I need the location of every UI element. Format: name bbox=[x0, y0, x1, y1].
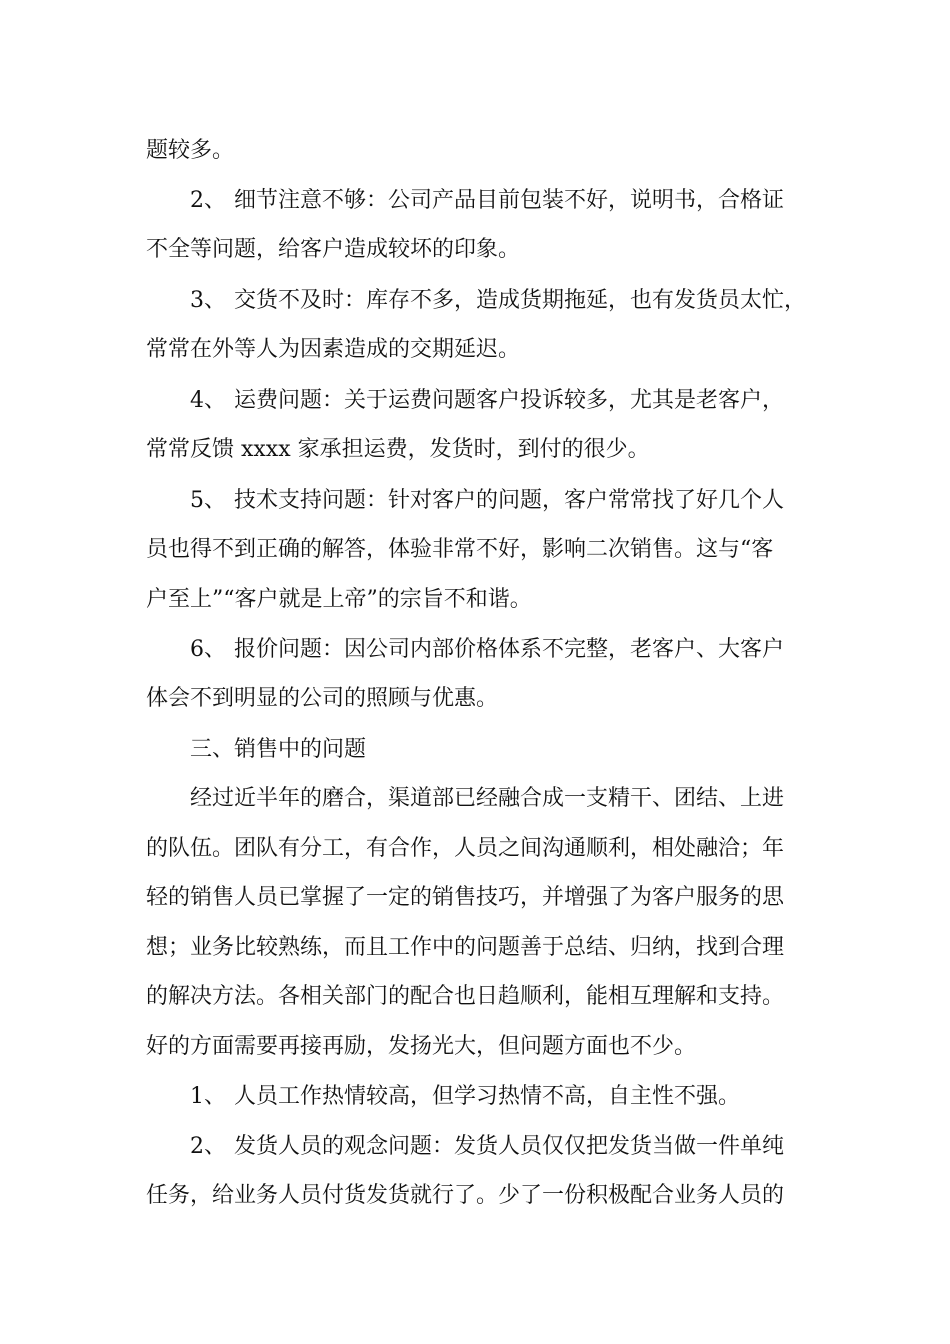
paragraph-line: 经过近半年的磨合，渠道部已经融合成一支精干、团结、上进 bbox=[190, 786, 785, 811]
text-line: 常常在外等人为因素造成的交期延迟。 bbox=[146, 337, 521, 362]
text-line: 常常反馈 xxxx 家承担运费，发货时，到付的很少。 bbox=[146, 437, 650, 462]
list-number: 3、 bbox=[190, 288, 226, 313]
list-item-line: 1、 人员工作热情较高，但学习热情不高，自主性不强。 bbox=[190, 1077, 870, 1117]
text-line: 体会不到明显的公司的照顾与优惠。 bbox=[146, 686, 499, 711]
list-number: 5、 bbox=[190, 488, 226, 513]
text-line: 员也得不到正确的解答，体验非常不好，影响二次销售。这与“客 bbox=[146, 537, 774, 562]
list-item-line: 2、 发货人员的观念问题：发货人员仅仅把发货当做一件单纯 bbox=[190, 1127, 870, 1167]
list-number: 2、 bbox=[190, 1134, 226, 1159]
list-item-line: 5、 技术支持问题：针对客户的问题，客户常常找了好几个人 bbox=[190, 481, 870, 521]
list-item-line: 4、 运费问题：关于运费问题客户投诉较多，尤其是老客户， bbox=[190, 381, 870, 421]
paragraph-line: 好的方面需要再接再励，发扬光大，但问题方面也不少。 bbox=[146, 1034, 697, 1059]
list-item-line: 3、 交货不及时：库存不多，造成货期拖延，也有发货员太忙， bbox=[190, 281, 870, 321]
text-line: 题较多。 bbox=[146, 138, 235, 163]
list-item-line: 2、 细节注意不够：公司产品目前包装不好，说明书，合格证 bbox=[190, 181, 870, 221]
paragraph-line: 的解决方法。各相关部门的配合也日趋顺利，能相互理解和支持。 bbox=[146, 984, 785, 1009]
paragraph-line: 轻的销售人员已掌握了一定的销售技巧，并增强了为客户服务的思 bbox=[146, 885, 785, 910]
list-number: 1、 bbox=[190, 1084, 226, 1109]
paragraph-line: 想；业务比较熟练，而且工作中的问题善于总结、归纳，找到合理 bbox=[146, 935, 785, 960]
text-line: 户至上”“客户就是上帝”的宗旨不和谐。 bbox=[146, 587, 532, 612]
text-line: 任务，给业务人员付货发货就行了。少了一份积极配合业务人员的 bbox=[146, 1183, 785, 1208]
text-line: 不全等问题，给客户造成较坏的印象。 bbox=[146, 237, 521, 262]
list-item-line: 6、 报价问题：因公司内部价格体系不完整，老客户、大客户 bbox=[190, 630, 870, 670]
list-number: 2、 bbox=[190, 188, 226, 213]
section-heading: 三、销售中的问题 bbox=[190, 737, 367, 762]
paragraph-line: 的队伍。团队有分工，有合作，人员之间沟通顺利，相处融洽；年 bbox=[146, 836, 785, 861]
list-number: 4、 bbox=[190, 388, 226, 413]
list-number: 6、 bbox=[190, 637, 226, 662]
